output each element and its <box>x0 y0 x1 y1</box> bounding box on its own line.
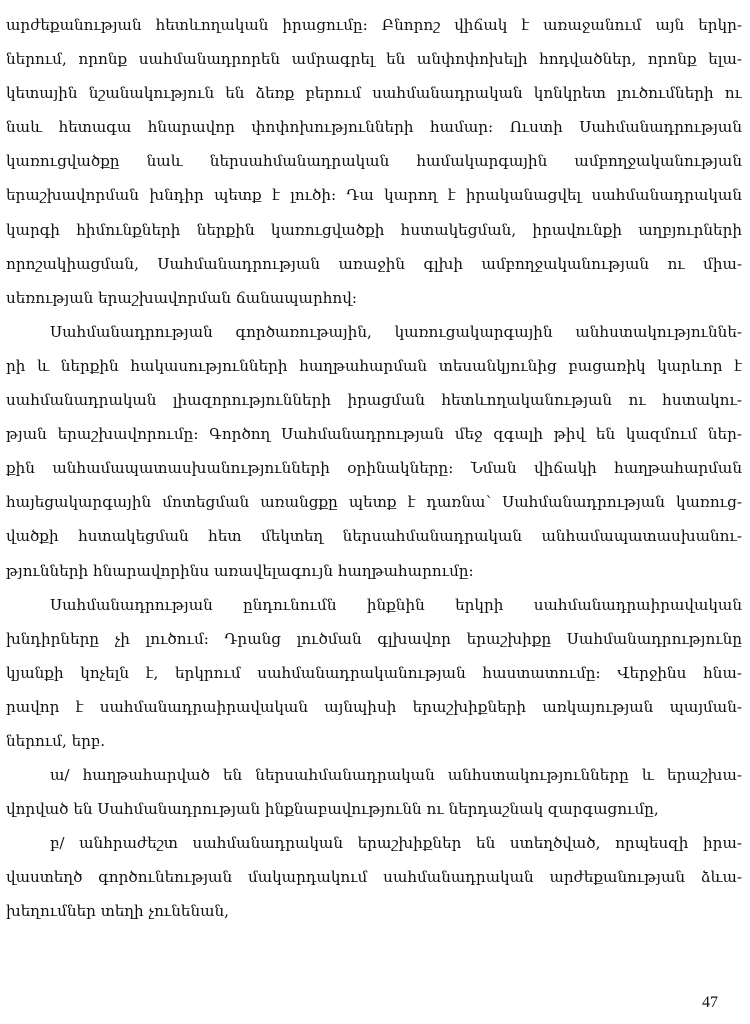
text-line: կյանքի կոչելն է, երկրում սահմանադրականության հաստատումը: Վերջինս հնա- <box>6 663 742 682</box>
text-line: րավոր է սահմանադրաիրավական այնպիսի երաշխիքների առկայության պայման- <box>6 697 742 716</box>
text-line: կարգի հիմունքների ներքին կառուցվածքի հստակեցման, իրավունքի աղբյուրների <box>6 220 742 239</box>
text-line: ներում, երբ. <box>6 731 106 750</box>
text-line: սահմանադրական լիազորությունների իրացման հետևողականության ու հստակու- <box>6 391 742 410</box>
text-line: թյան երաշխավորումը: Գործող Սահմանադրության մեջ զգալի թիվ են կազմում ներ- <box>6 425 742 444</box>
text-line: կառուցվածքը նաև ներսահմանադրական համակարգային ամբողջականության <box>6 152 742 171</box>
page-number: 47 <box>702 994 718 1011</box>
text-line: ներում, որոնք սահմանադրորեն ամրագրել են անփոփոխելի հոդվածներ, որոնք ելա- <box>6 50 742 69</box>
text-line: Սահմանադրության գործառութային, կառուցակարգային անհստակություննե- <box>50 322 742 341</box>
text-line: ա/ հաղթահարված են ներսահմանադրական անհստակությունները և երաշխա- <box>50 766 742 785</box>
text-line: Սահմանադրության ընդունումն ինքնին երկրի սահմանադրաիրավական <box>50 595 742 614</box>
text-line: րի և ներքին հակասությունների հաղթահարման տեսանկյունից բացառիկ կարևոր է <box>6 356 742 375</box>
text-line: բ/ անհրաժեշտ սահմանադրական երաշխիքներ են ստեղծված, որպեսզի իրա- <box>50 834 742 853</box>
text-line: խնդիրները չի լուծում: Դրանց լուծման գլխավոր երաշխիքը Սահմանադրությունը <box>6 629 742 648</box>
text-line: որոշակիացման, Սահմանադրության առաջին գլխի ամբողջականության ու միա- <box>6 254 742 273</box>
text-line: հայեցակարգային մոտեցման առանցքը պետք է դառնա՝ Սահմանադրության կառուց- <box>6 493 742 512</box>
text-line: արժեքանության հետևողական իրացումը: Բնորոշ վիճակ է առաջանում այն երկր- <box>6 16 742 34</box>
text-line: խեղումներ տեղի չունենան, <box>6 902 230 921</box>
text-line: սեռության երաշխավորման ճանապարհով: <box>6 288 357 307</box>
text-line: վաստեղծ գործունեության մակարդակում սահմանադրական արժեքանության ձևա- <box>6 868 742 887</box>
text-line: նաև հետագա հնարավոր փոփոխությունների համար: Ուստի Սահմանադրության <box>6 118 742 137</box>
body-text <box>6 8 742 929</box>
text-line: վածքի հստակեցման հետ մեկտեղ ներսահմանադրական անհամապատասխանու- <box>6 527 742 546</box>
text-line: կետային նշանակություն են ձեռք բերում սահմանադրական կոնկրետ լուծումների ու <box>6 84 742 103</box>
text-line: երաշխավորման խնդիր պետք է լուծի: Դա կարող է իրականացվել սահմանադրական <box>6 186 742 205</box>
text-line: վորված են Սահմանադրության ինքնաբավությունն ու ներդաշնակ զարգացումը, <box>6 800 659 819</box>
text-line: քին անհամապատասխանությունների օրինակները: Նման վիճակի հաղթահարման <box>6 459 742 478</box>
text-line: թյունների հնարավորինս առավելագույն հաղթահարումը: <box>6 561 474 580</box>
